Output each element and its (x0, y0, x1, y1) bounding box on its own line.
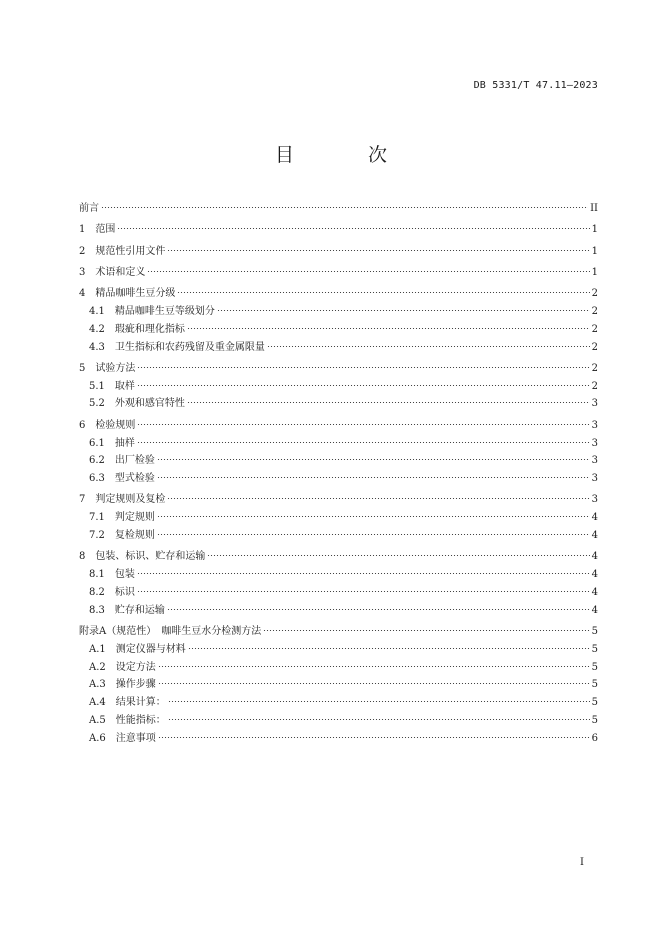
toc-entry-label: 6 检验规则 (79, 419, 136, 431)
toc-dot-leader (147, 271, 589, 272)
toc-entry-label: 8.3 贮存和运输 (89, 604, 165, 616)
toc-entry-label: 7 判定规则及复检 (79, 494, 166, 506)
toc-subsection-entry[interactable] (79, 694, 598, 712)
toc-subsection-entry[interactable] (79, 339, 598, 357)
toc-entry-page: 5 (591, 661, 598, 673)
toc-entry-page: 4 (591, 551, 598, 563)
toc-entry-page: 3 (591, 419, 598, 431)
toc-subsection-entry[interactable] (79, 435, 598, 453)
toc-entry-page: 2 (591, 323, 598, 335)
toc-entry-label: 5 试验方法 (79, 362, 136, 374)
toc-dot-leader (137, 442, 590, 443)
toc-entry-label: A.3 操作步骤 (89, 679, 156, 691)
toc-entry-label: 4.1 精品咖啡生豆等级划分 (89, 305, 215, 317)
toc-entry-page: 2 (591, 380, 598, 392)
toc-entry-label: 6.1 抽样 (89, 437, 135, 449)
toc-entry-label: 8 包装、标识、贮存和运输 (79, 551, 206, 563)
toc-dot-leader (177, 292, 589, 293)
toc-entry-label: 5.2 外观和感官特性 (89, 398, 185, 410)
toc-entry-page: 2 (591, 341, 598, 353)
toc-section-entry[interactable] (79, 548, 598, 566)
toc-subsection-entry[interactable] (79, 378, 598, 396)
toc-entry-label: 7.2 复检规则 (89, 530, 155, 542)
toc-section-entry[interactable] (79, 623, 598, 641)
toc-dot-leader (158, 737, 590, 738)
toc-entry-label: A.1 测定仪器与材料 (89, 643, 186, 655)
toc-entry-page: 5 (591, 643, 598, 655)
toc-subsection-entry[interactable] (79, 730, 598, 748)
document-code: DB 5331/T 47.11—2023 (473, 80, 598, 91)
toc-entry-page: 1 (591, 245, 598, 257)
toc-dot-leader (137, 591, 590, 592)
toc-dot-leader (117, 228, 589, 229)
toc-entry-page: 3 (591, 398, 598, 410)
toc-entry-page: 4 (591, 512, 598, 524)
toc-section-entry[interactable] (79, 417, 598, 435)
toc-dot-leader (137, 367, 589, 368)
toc-subsection-entry[interactable] (79, 395, 598, 413)
toc-dot-leader (137, 385, 590, 386)
toc-entry-page: 4 (591, 569, 598, 581)
toc-dot-leader (267, 346, 590, 347)
toc-dot-leader (167, 498, 589, 499)
toc-entry-page: 6 (591, 732, 598, 744)
toc-subsection-entry[interactable] (79, 509, 598, 527)
toc-entry-label: 前言 (79, 203, 99, 214)
toc-entry-label: 2 规范性引用文件 (79, 245, 166, 257)
toc-entry-label: 4.3 卫生指标和农药残留及重金属限量 (89, 341, 265, 353)
table-of-contents (79, 200, 598, 748)
toc-entry-label: 4.2 瑕疵和理化指标 (89, 323, 185, 335)
toc-dot-leader (187, 402, 590, 403)
toc-subsection-entry[interactable] (79, 452, 598, 470)
toc-entry-label: A.2 设定方法 (89, 661, 156, 673)
toc-entry-page: 3 (591, 437, 598, 449)
toc-entry-page: 2 (591, 288, 598, 300)
toc-entry-page: 3 (591, 494, 598, 506)
toc-dot-leader (168, 719, 590, 720)
toc-entry-page: 4 (591, 530, 598, 542)
toc-section-entry[interactable] (79, 243, 598, 261)
toc-section-entry[interactable] (79, 221, 598, 239)
toc-section-entry[interactable] (79, 285, 598, 303)
toc-entry-page: 5 (591, 679, 598, 691)
toc-entry-label: 3 术语和定义 (79, 266, 146, 278)
page-title: 目 次 (274, 144, 422, 166)
toc-entry-page: 2 (591, 362, 598, 374)
toc-entry-page: 2 (591, 305, 598, 317)
toc-entry-label: 8.2 标识 (89, 586, 135, 598)
toc-entry-page: 3 (591, 455, 598, 467)
toc-entry-label: 6.2 出厂检验 (89, 455, 155, 467)
toc-dot-leader (101, 207, 588, 208)
toc-dot-leader (167, 250, 589, 251)
toc-dot-leader (157, 534, 590, 535)
toc-section-entry[interactable] (79, 360, 598, 378)
toc-dot-leader (157, 477, 590, 478)
toc-entry-label: 6.3 型式检验 (89, 473, 155, 485)
toc-subsection-entry[interactable] (79, 584, 598, 602)
toc-dot-leader (157, 516, 590, 517)
toc-dot-leader (168, 701, 590, 702)
toc-entry-page: 3 (591, 473, 598, 485)
toc-subsection-entry[interactable] (79, 602, 598, 620)
toc-entry-label: 附录A（规范性） 咖啡生豆水分检测方法 (79, 626, 262, 638)
toc-subsection-entry[interactable] (79, 303, 598, 321)
toc-subsection-entry[interactable] (79, 527, 598, 545)
toc-entry-page: 5 (591, 715, 598, 727)
toc-dot-leader (158, 683, 590, 684)
toc-entry-label: 5.1 取样 (89, 380, 135, 392)
toc-dot-leader (137, 424, 589, 425)
toc-entry-page: 1 (591, 266, 598, 278)
toc-dot-leader (167, 609, 590, 610)
toc-dot-leader (207, 555, 589, 556)
toc-subsection-entry[interactable] (79, 470, 598, 488)
toc-subsection-entry[interactable] (79, 641, 598, 659)
toc-entry-page: 5 (591, 626, 598, 638)
toc-subsection-entry[interactable] (79, 321, 598, 339)
toc-entry-label: 8.1 包装 (89, 569, 135, 581)
toc-dot-leader (158, 666, 590, 667)
toc-entry-page: 1 (591, 224, 598, 236)
toc-dot-leader (263, 630, 589, 631)
toc-entry-label: A.4 结果计算： (89, 697, 166, 709)
toc-subsection-entry[interactable] (79, 566, 598, 584)
toc-section-entry[interactable] (79, 200, 598, 218)
toc-entry-page: 5 (591, 697, 598, 709)
toc-entry-label: A.6 注意事项 (89, 732, 156, 744)
toc-entry-label: 1 范围 (79, 224, 116, 236)
toc-dot-leader (137, 573, 590, 574)
toc-entry-label: 4 精品咖啡生豆分级 (79, 288, 176, 300)
toc-entry-label: A.5 性能指标： (89, 715, 166, 727)
page-number: I (580, 857, 584, 868)
toc-entry-page: 4 (591, 604, 598, 616)
toc-dot-leader (188, 648, 590, 649)
toc-entry-page: 4 (591, 586, 598, 598)
toc-subsection-entry[interactable] (79, 659, 598, 677)
toc-subsection-entry[interactable] (79, 712, 598, 730)
toc-dot-leader (187, 328, 590, 329)
toc-entry-label: 7.1 判定规则 (89, 512, 155, 524)
toc-dot-leader (157, 459, 590, 460)
toc-section-entry[interactable] (79, 264, 598, 282)
toc-dot-leader (217, 310, 590, 311)
toc-section-entry[interactable] (79, 491, 598, 509)
toc-entry-page: II (590, 203, 598, 214)
toc-subsection-entry[interactable] (79, 676, 598, 694)
